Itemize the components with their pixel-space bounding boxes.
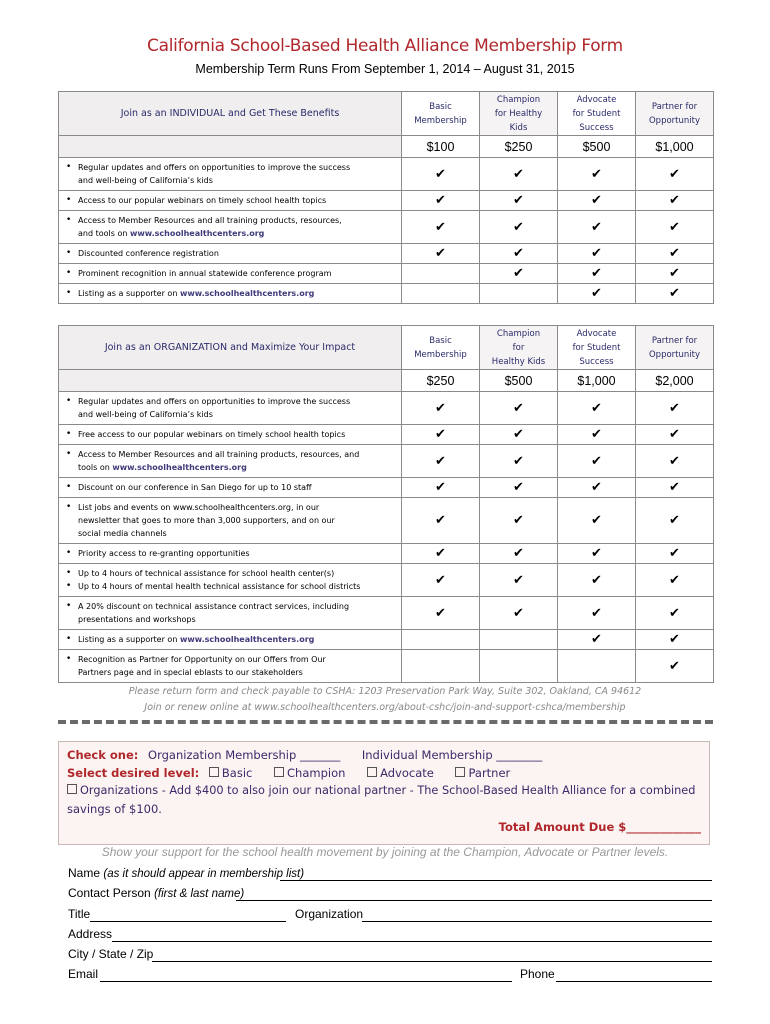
organization-tier-label-line: Success: [579, 356, 614, 367]
organization-tier-cell: [636, 425, 714, 445]
check-mark-icon: ✔: [669, 632, 680, 647]
check-mark-icon: ✔: [435, 453, 446, 469]
organization-benefit-text: [59, 445, 402, 478]
check-mark-icon: ✔: [669, 513, 680, 528]
individual-benefit-row: [59, 191, 714, 211]
individual-heading: Join as an INDIVIDUAL and Get These Benefits: [59, 92, 402, 136]
organization-benefit-text: [59, 597, 402, 630]
organization-benefit-row: [59, 544, 714, 564]
individual-tier-cell: [558, 244, 636, 264]
individual-tier-cell: [480, 284, 558, 304]
organization-benefits-table: [58, 325, 714, 683]
organization-tier-cell: [636, 597, 714, 630]
organization-benefit-item: • Up to 4 hours of mental health technical assistance for school districts: [65, 580, 397, 593]
individual-tier-label-line: Success: [579, 122, 614, 133]
check-mark-icon: ✔: [591, 480, 602, 495]
organization-benefit-text: [59, 564, 402, 597]
individual-membership-option[interactable]: Individual Membership ________: [361, 748, 543, 762]
check-mark-icon: ✔: [591, 513, 602, 528]
organization-benefit-item: [65, 448, 397, 474]
individual-benefit-line: and well-being of California’s kids: [78, 176, 213, 185]
name-hint: (as it should appear in membership list): [103, 868, 305, 880]
check-mark-icon: ✔: [669, 658, 680, 674]
website-link[interactable]: www.schoolhealthcenters.org: [112, 463, 247, 472]
organization-benefit-row: [59, 597, 714, 630]
check-mark-icon: ✔: [435, 427, 446, 442]
check-mark-icon: ✔: [513, 546, 524, 561]
check-mark-icon: ✔: [513, 400, 524, 416]
check-mark-icon: ✔: [591, 605, 602, 621]
individual-tier-cell: [558, 211, 636, 244]
organization-tier-advocate: [558, 326, 636, 370]
individual-benefit-line: and tools on: [78, 229, 130, 238]
individual-tier-cell: [636, 244, 714, 264]
check-mark-icon: ✔: [513, 453, 524, 469]
individual-tier-cell: [636, 264, 714, 284]
individual-tier-label-line: for Student: [572, 108, 621, 119]
individual-benefit-item: [65, 214, 397, 240]
check-mark-icon: ✔: [435, 219, 446, 235]
organization-tier-cell: [480, 597, 558, 630]
name-label-text: Name: [68, 866, 101, 880]
individual-tier-cell: [558, 284, 636, 304]
organization-tier-cell: [636, 478, 714, 498]
individual-benefit-row: [59, 244, 714, 264]
organization-price-row: [59, 370, 714, 392]
check-mark-icon: ✔: [591, 400, 602, 416]
check-mark-icon: ✔: [669, 480, 680, 495]
organization-tier-cell: [402, 392, 480, 425]
individual-tier-cell: [402, 284, 480, 304]
organization-benefit-line: Priority access to re-granting opportunities: [78, 549, 250, 558]
organization-tier-cell: [480, 630, 558, 650]
check-mark-icon: ✔: [435, 246, 446, 261]
partner-level-checkbox[interactable]: [455, 767, 465, 777]
organization-tier-basic: [402, 326, 480, 370]
organization-benefit-text: [59, 392, 402, 425]
organization-tier-cell: [480, 544, 558, 564]
select-level-label: Select desired level:: [67, 766, 200, 780]
phone-label: Phone: [520, 967, 555, 981]
organization-tier-cell: [558, 597, 636, 630]
organization-price-partner: $2,000: [636, 370, 714, 392]
individual-benefit-row: [59, 264, 714, 284]
organization-tier-cell: [402, 564, 480, 597]
check-mark-icon: ✔: [513, 193, 524, 208]
organization-benefit-line: presentations and workshops: [78, 615, 196, 624]
individual-tier-cell: [480, 191, 558, 211]
organization-tier-cell: [558, 564, 636, 597]
organization-tier-cell: [480, 478, 558, 498]
return-instructions: [0, 684, 770, 716]
address-label: Address: [68, 927, 113, 941]
organization-benefit-row: [59, 445, 714, 478]
individual-tier-label-line: Membership: [414, 115, 467, 126]
membership-term: Membership Term Runs From September 1, 2014 – August 31, 2015: [195, 62, 575, 76]
organization-benefit-item: [65, 547, 397, 560]
individual-tier-cell: [480, 158, 558, 191]
organization-tier-cell: [636, 650, 714, 683]
organization-tier-cell: [480, 425, 558, 445]
check-mark-icon: ✔: [435, 513, 446, 528]
national-partner-text: Organizations - Add $400 to also join our national partner - The School-Based Health Alliance for a combined: [80, 784, 696, 797]
organization-tier-label-line: Basic: [429, 335, 452, 346]
individual-benefit-text: [59, 264, 402, 284]
organization-tier-cell: [402, 630, 480, 650]
organization-tier-cell: [558, 498, 636, 544]
membership-type-row: [67, 746, 709, 764]
individual-tier-cell: [480, 264, 558, 284]
check-mark-icon: ✔: [669, 572, 680, 588]
organization-benefit-line: Discount on our conference in San Diego for up to 10 staff: [78, 483, 312, 492]
check-mark-icon: ✔: [591, 427, 602, 442]
individual-tier-label-line: Advocate: [576, 94, 617, 105]
individual-benefit-line: Access to our popular webinars on timely school health topics: [78, 196, 327, 205]
individual-benefit-line: Regular updates and offers on opportunities to improve the success: [78, 163, 351, 172]
organization-benefit-row: [59, 564, 714, 597]
city-state-zip-field[interactable]: [152, 961, 712, 962]
individual-benefit-text: [59, 211, 402, 244]
check-mark-icon: ✔: [669, 400, 680, 416]
organization-tier-cell: [402, 597, 480, 630]
individual-benefit-text: [59, 284, 402, 304]
individual-tier-cell: [636, 158, 714, 191]
check-mark-icon: ✔: [591, 246, 602, 261]
organization-tier-cell: [402, 650, 480, 683]
individual-tier-cell: [636, 284, 714, 304]
organization-tier-cell: [480, 445, 558, 478]
individual-tier-cell: [480, 244, 558, 264]
check-mark-icon: ✔: [591, 572, 602, 588]
organization-benefit-line: Regular updates and offers on opportunities to improve the success: [78, 397, 351, 406]
level-row: [67, 764, 709, 782]
organization-benefit-item: [65, 428, 397, 441]
individual-benefits-table: [58, 91, 714, 304]
organization-benefit-row: [59, 478, 714, 498]
organization-label: Organization: [295, 907, 364, 921]
organization-tier-cell: [558, 478, 636, 498]
organization-benefit-line: and well-being of California’s kids: [78, 410, 213, 419]
check-mark-icon: ✔: [435, 572, 446, 588]
name-field[interactable]: [280, 880, 712, 881]
check-mark-icon: ✔: [513, 219, 524, 235]
individual-tier-label-line: Kids: [509, 122, 528, 133]
individual-tier-cell: [558, 158, 636, 191]
organization-tier-cell: [636, 392, 714, 425]
organization-tier-cell: [558, 425, 636, 445]
organization-tier-label-line: for Student: [572, 342, 621, 353]
page-title: California School-Based Health Alliance Membership Form: [147, 36, 623, 56]
national-partner-checkbox[interactable]: [67, 784, 77, 794]
organization-tier-label-line: Opportunity: [648, 349, 700, 360]
return-address-line: Please return form and check payable to CSHA: 1203 Preservation Park Way, Suite 302, Oakland, CA 94612: [128, 686, 642, 697]
check-mark-icon: ✔: [669, 453, 680, 469]
individual-benefit-item: [65, 247, 397, 260]
check-mark-icon: ✔: [513, 166, 524, 182]
individual-table-body: [59, 92, 714, 304]
organization-tier-cell: [636, 445, 714, 478]
champion-level-label: Champion: [287, 766, 346, 780]
individual-benefit-text: [59, 158, 402, 191]
check-mark-icon: ✔: [513, 266, 524, 281]
organization-tier-cell: [480, 392, 558, 425]
title-label: Title: [68, 907, 91, 921]
check-one-label: Check one:: [67, 748, 139, 762]
individual-tier-advocate: [558, 92, 636, 136]
contact-hint: (first & last name): [154, 888, 245, 900]
organization-benefit-item: [65, 600, 397, 626]
organization-benefit-text: [59, 630, 402, 650]
contact-person-field[interactable]: [236, 900, 712, 901]
check-mark-icon: ✔: [513, 480, 524, 495]
check-mark-icon: ✔: [435, 546, 446, 561]
individual-tier-champion: [480, 92, 558, 136]
organization-tier-label-line: Advocate: [576, 328, 617, 339]
individual-tier-cell: [636, 211, 714, 244]
name-label: [68, 866, 304, 880]
check-mark-icon: ✔: [513, 246, 524, 261]
check-mark-icon: ✔: [513, 605, 524, 621]
check-mark-icon: ✔: [513, 572, 524, 588]
check-mark-icon: ✔: [435, 166, 446, 182]
check-mark-icon: ✔: [669, 286, 680, 301]
check-mark-icon: ✔: [591, 453, 602, 469]
individual-benefit-item: [65, 194, 397, 207]
organization-tier-champion: [480, 326, 558, 370]
check-mark-icon: ✔: [513, 513, 524, 528]
organization-benefit-line: List jobs and events on www.schoolhealthcenters.org, in our: [78, 503, 320, 512]
organization-tier-cell: [558, 630, 636, 650]
organization-tier-cell: [636, 498, 714, 544]
organization-tier-cell: [558, 392, 636, 425]
organization-tier-label-line: Membership: [414, 349, 467, 360]
online-renewal-line: Join or renew online at www.schoolhealthcenters.org/about-cshc/join-and-support-cshca/membership: [144, 702, 626, 713]
website-link[interactable]: www.schoolhealthcenters.org: [179, 635, 315, 644]
check-mark-icon: ✔: [591, 219, 602, 235]
organization-table-body: [59, 326, 714, 683]
check-mark-icon: ✔: [435, 480, 446, 495]
organization-benefit-text: [59, 498, 402, 544]
check-mark-icon: ✔: [669, 266, 680, 281]
organization-tier-cell: [558, 445, 636, 478]
cut-line: [58, 720, 713, 724]
check-mark-icon: ✔: [591, 632, 602, 647]
individual-benefit-line: Listing as a supporter on: [78, 289, 180, 298]
individual-price-advocate: $500: [558, 136, 636, 158]
organization-tier-cell: [636, 564, 714, 597]
check-mark-icon: ✔: [435, 400, 446, 416]
organization-tier-cell: [636, 630, 714, 650]
organization-benefit-line: tools on: [78, 463, 113, 472]
individual-tier-label-line: Champion: [496, 94, 541, 105]
individual-benefit-line: Discounted conference registration: [78, 249, 219, 258]
organization-benefit-text: [59, 478, 402, 498]
check-mark-icon: ✔: [591, 286, 602, 301]
organization-tier-label-line: Healthy Kids: [491, 356, 546, 367]
check-mark-icon: ✔: [435, 605, 446, 621]
check-mark-icon: ✔: [513, 427, 524, 442]
organization-benefit-item: [65, 501, 397, 540]
organization-benefit-line: Recognition as Partner for Opportunity on our Offers from Our: [78, 655, 326, 664]
title-field[interactable]: [90, 921, 286, 922]
organization-price-basic: $250: [402, 370, 480, 392]
organization-benefit-row: [59, 630, 714, 650]
check-mark-icon: ✔: [591, 193, 602, 208]
organization-benefit-line: Partners page and in special eblasts to our stakeholders: [78, 668, 303, 677]
individual-benefit-row: [59, 158, 714, 191]
individual-price-champion: $250: [480, 136, 558, 158]
phone-field[interactable]: [556, 981, 712, 982]
check-mark-icon: ✔: [669, 427, 680, 442]
individual-tier-cell: [402, 158, 480, 191]
organization-tier-cell: [402, 544, 480, 564]
individual-benefit-item: [65, 287, 397, 300]
organization-benefit-row: [59, 425, 714, 445]
contact-label-text: Contact Person: [68, 886, 151, 900]
organization-tier-cell: [480, 564, 558, 597]
advocate-level-checkbox[interactable]: [367, 767, 377, 777]
individual-tier-label-line: Partner for: [651, 101, 698, 112]
total-amount-due[interactable]: Total Amount Due $_____________: [498, 820, 701, 834]
organization-tier-cell: [402, 478, 480, 498]
city-state-zip-label: City / State / Zip: [68, 947, 154, 961]
national-partner-savings: savings of $100.: [67, 802, 162, 816]
organization-tier-cell: [402, 445, 480, 478]
check-mark-icon: ✔: [435, 193, 446, 208]
individual-benefit-line: Prominent recognition in annual statewide conference program: [78, 269, 332, 278]
organization-tier-label-line: for: [512, 342, 525, 353]
individual-price-spacer: [59, 136, 402, 158]
individual-benefit-text: [59, 191, 402, 211]
basic-level-label: Basic: [221, 766, 253, 780]
organization-tier-label-line: Partner for: [651, 335, 698, 346]
champion-level-checkbox[interactable]: [274, 767, 284, 777]
organization-benefit-line: Free access to our popular webinars on timely school health topics: [78, 430, 346, 439]
organization-price-champion: $500: [480, 370, 558, 392]
organization-tier-label-line: Champion: [496, 328, 541, 339]
check-mark-icon: ✔: [669, 166, 680, 182]
organization-benefit-item: [65, 653, 397, 679]
check-mark-icon: ✔: [591, 546, 602, 561]
organization-tier-cell: [402, 425, 480, 445]
organization-benefit-line: newsletter that goes to more than 3,000 supporters, and on our: [78, 516, 335, 525]
organization-price-spacer: [59, 370, 402, 392]
contact-label: [68, 886, 244, 900]
individual-benefit-line: Access to Member Resources and all training products, resources,: [78, 216, 342, 225]
individual-tier-cell: [402, 244, 480, 264]
organization-benefit-line: A 20% discount on technical assistance contract services, including: [78, 602, 350, 611]
website-link[interactable]: www.schoolhealthcenters.org: [179, 289, 315, 298]
individual-tier-partner: [636, 92, 714, 136]
individual-tier-label-line: Basic: [429, 101, 452, 112]
organization-tier-cell: [480, 650, 558, 683]
individual-tier-cell: [480, 211, 558, 244]
support-note: Show your support for the school health movement by joining at the Champion, Advocate or Partner levels.: [101, 845, 669, 859]
organization-benefit-line: Listing as a supporter on: [78, 635, 180, 644]
organization-benefit-item: [65, 395, 397, 421]
individual-benefit-row: [59, 211, 714, 244]
individual-benefit-item: [65, 161, 397, 187]
organization-benefit-text: [59, 650, 402, 683]
organization-benefit-item: • Up to 4 hours of technical assistance for school health center(s): [65, 567, 397, 580]
organization-benefit-line: social media channels: [78, 529, 167, 538]
organization-price-advocate: $1,000: [558, 370, 636, 392]
individual-tier-cell: [402, 191, 480, 211]
check-mark-icon: ✔: [669, 193, 680, 208]
individual-tier-label-line: Opportunity: [648, 115, 700, 126]
individual-benefit-text: [59, 244, 402, 264]
email-label: Email: [68, 967, 99, 981]
organization-benefit-item: [65, 633, 397, 646]
organization-benefit-item: [65, 481, 397, 494]
check-mark-icon: ✔: [669, 546, 680, 561]
organization-benefit-line: Access to Member Resources and all training products, resources, and: [78, 450, 360, 459]
organization-field[interactable]: [362, 921, 712, 922]
organization-benefit-row: [59, 392, 714, 425]
organization-benefit-row: [59, 650, 714, 683]
organization-benefit-row: [59, 498, 714, 544]
individual-benefit-row: [59, 284, 714, 304]
partner-level-label: Partner: [468, 766, 511, 780]
organization-benefit-text: [59, 544, 402, 564]
organization-tier-cell: [558, 544, 636, 564]
individual-tier-basic: [402, 92, 480, 136]
order-box: [58, 741, 710, 845]
organization-heading: Join as an ORGANIZATION and Maximize Your Impact: [59, 326, 402, 370]
individual-tier-cell: [558, 191, 636, 211]
organization-tier-cell: [558, 650, 636, 683]
organization-membership-option[interactable]: Organization Membership _______: [148, 748, 341, 762]
check-mark-icon: ✔: [591, 266, 602, 281]
organization-tier-partner: [636, 326, 714, 370]
address-field[interactable]: [112, 941, 712, 942]
basic-level-checkbox[interactable]: [209, 767, 219, 777]
check-mark-icon: ✔: [669, 605, 680, 621]
individual-price-partner: $1,000: [636, 136, 714, 158]
check-mark-icon: ✔: [669, 219, 680, 235]
individual-tier-cell: [402, 264, 480, 284]
check-mark-icon: ✔: [591, 166, 602, 182]
advocate-level-label: Advocate: [380, 766, 434, 780]
individual-price-row: [59, 136, 714, 158]
individual-tier-label-line: for Healthy: [494, 108, 543, 119]
individual-tier-cell: [636, 191, 714, 211]
organization-benefit-text: [59, 425, 402, 445]
individual-tier-cell: [558, 264, 636, 284]
individual-tier-cell: [402, 211, 480, 244]
check-mark-icon: ✔: [669, 246, 680, 261]
organization-tier-cell: [402, 498, 480, 544]
national-partner-row: [67, 782, 709, 800]
organization-tier-cell: [480, 498, 558, 544]
organization-tier-cell: [636, 544, 714, 564]
website-link[interactable]: www.schoolhealthcenters.org: [129, 229, 265, 238]
email-field[interactable]: [100, 981, 512, 982]
individual-benefit-item: [65, 267, 397, 280]
individual-price-basic: $100: [402, 136, 480, 158]
